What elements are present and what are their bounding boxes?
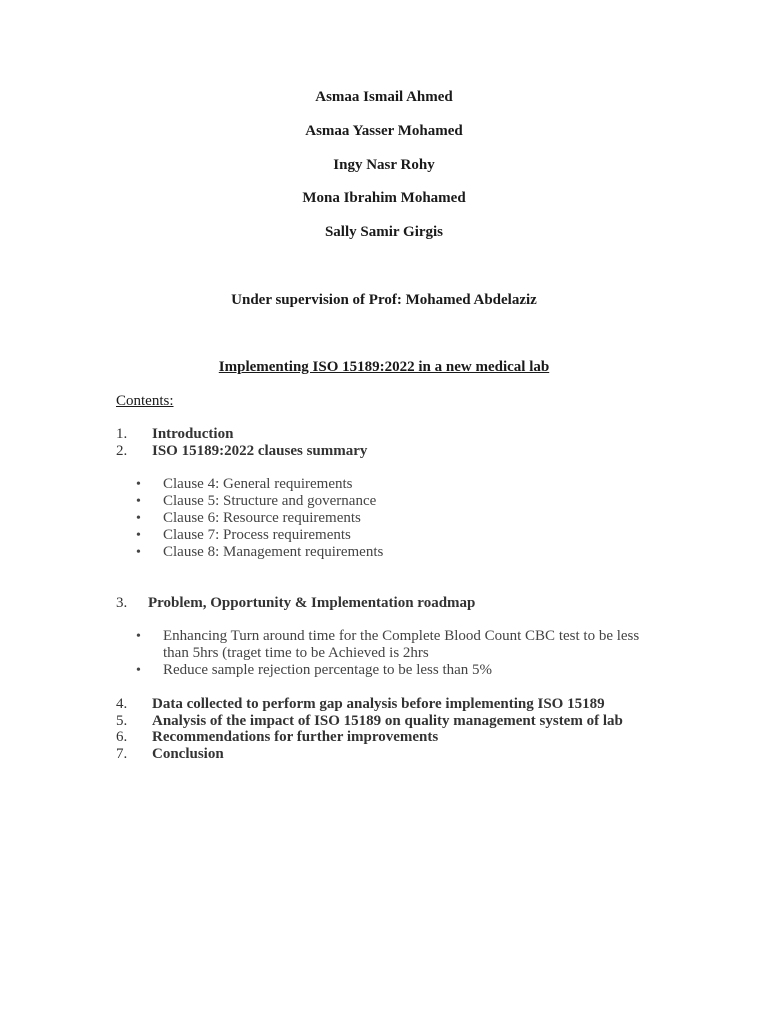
- bullet-icon: •: [136, 629, 141, 644]
- item-text: Analysis of the impact of ISO 15189 on quality management system of lab: [152, 713, 623, 729]
- author-name: Asmaa Yasser Mohamed: [305, 123, 463, 139]
- contents-heading: Contents:: [116, 393, 174, 409]
- bullet-text: Reduce sample rejection percentage to be less than 5%: [163, 662, 493, 678]
- bullet-text: Clause 6: Resource requirements: [163, 510, 361, 526]
- item-number: 1.: [116, 426, 128, 442]
- author-name: Sally Samir Girgis: [324, 224, 444, 240]
- item-text: Data collected to perform gap analysis before implementing ISO 15189: [152, 696, 605, 712]
- bullet-icon: •: [136, 511, 141, 526]
- bullet-text: Clause 4: General requirements: [163, 476, 353, 492]
- item-text: Conclusion: [152, 746, 224, 762]
- item-number: 4.: [116, 696, 128, 712]
- bullet-icon: •: [136, 528, 141, 543]
- item-number: 5.: [116, 713, 128, 729]
- bullet-icon: •: [136, 494, 141, 509]
- bullet-icon: •: [136, 663, 141, 678]
- item-text: Recommendations for further improvements: [152, 729, 439, 745]
- author-name: Ingy Nasr Rohy: [333, 157, 435, 173]
- item-text: Problem, Opportunity & Implementation roadmap: [148, 595, 476, 611]
- bullet-text: Clause 7: Process requirements: [163, 527, 351, 543]
- supervision-line: Under supervision of Prof: Mohamed Abdelaziz: [231, 292, 537, 308]
- author-name: Asmaa Ismail Ahmed: [315, 89, 453, 105]
- item-number: 2.: [116, 443, 128, 459]
- document-title: Implementing ISO 15189:2022 in a new medical lab: [218, 359, 550, 375]
- item-number: 3.: [116, 595, 128, 611]
- bullet-text: Enhancing Turn around time for the Complete Blood Count CBC test to be less than 5hrs (traget time to be Achieved is 2hrs: [163, 628, 640, 661]
- item-number: 6.: [116, 729, 128, 745]
- item-text: ISO 15189:2022 clauses summary: [152, 443, 368, 459]
- item-text: Introduction: [152, 426, 234, 442]
- bullet-icon: •: [136, 545, 141, 560]
- bullet-icon: •: [136, 477, 141, 492]
- item-number: 7.: [116, 746, 128, 762]
- bullet-text: Clause 5: Structure and governance: [163, 493, 377, 509]
- author-name: Mona Ibrahim Mohamed: [302, 190, 466, 206]
- bullet-text: Clause 8: Management requirements: [163, 544, 384, 560]
